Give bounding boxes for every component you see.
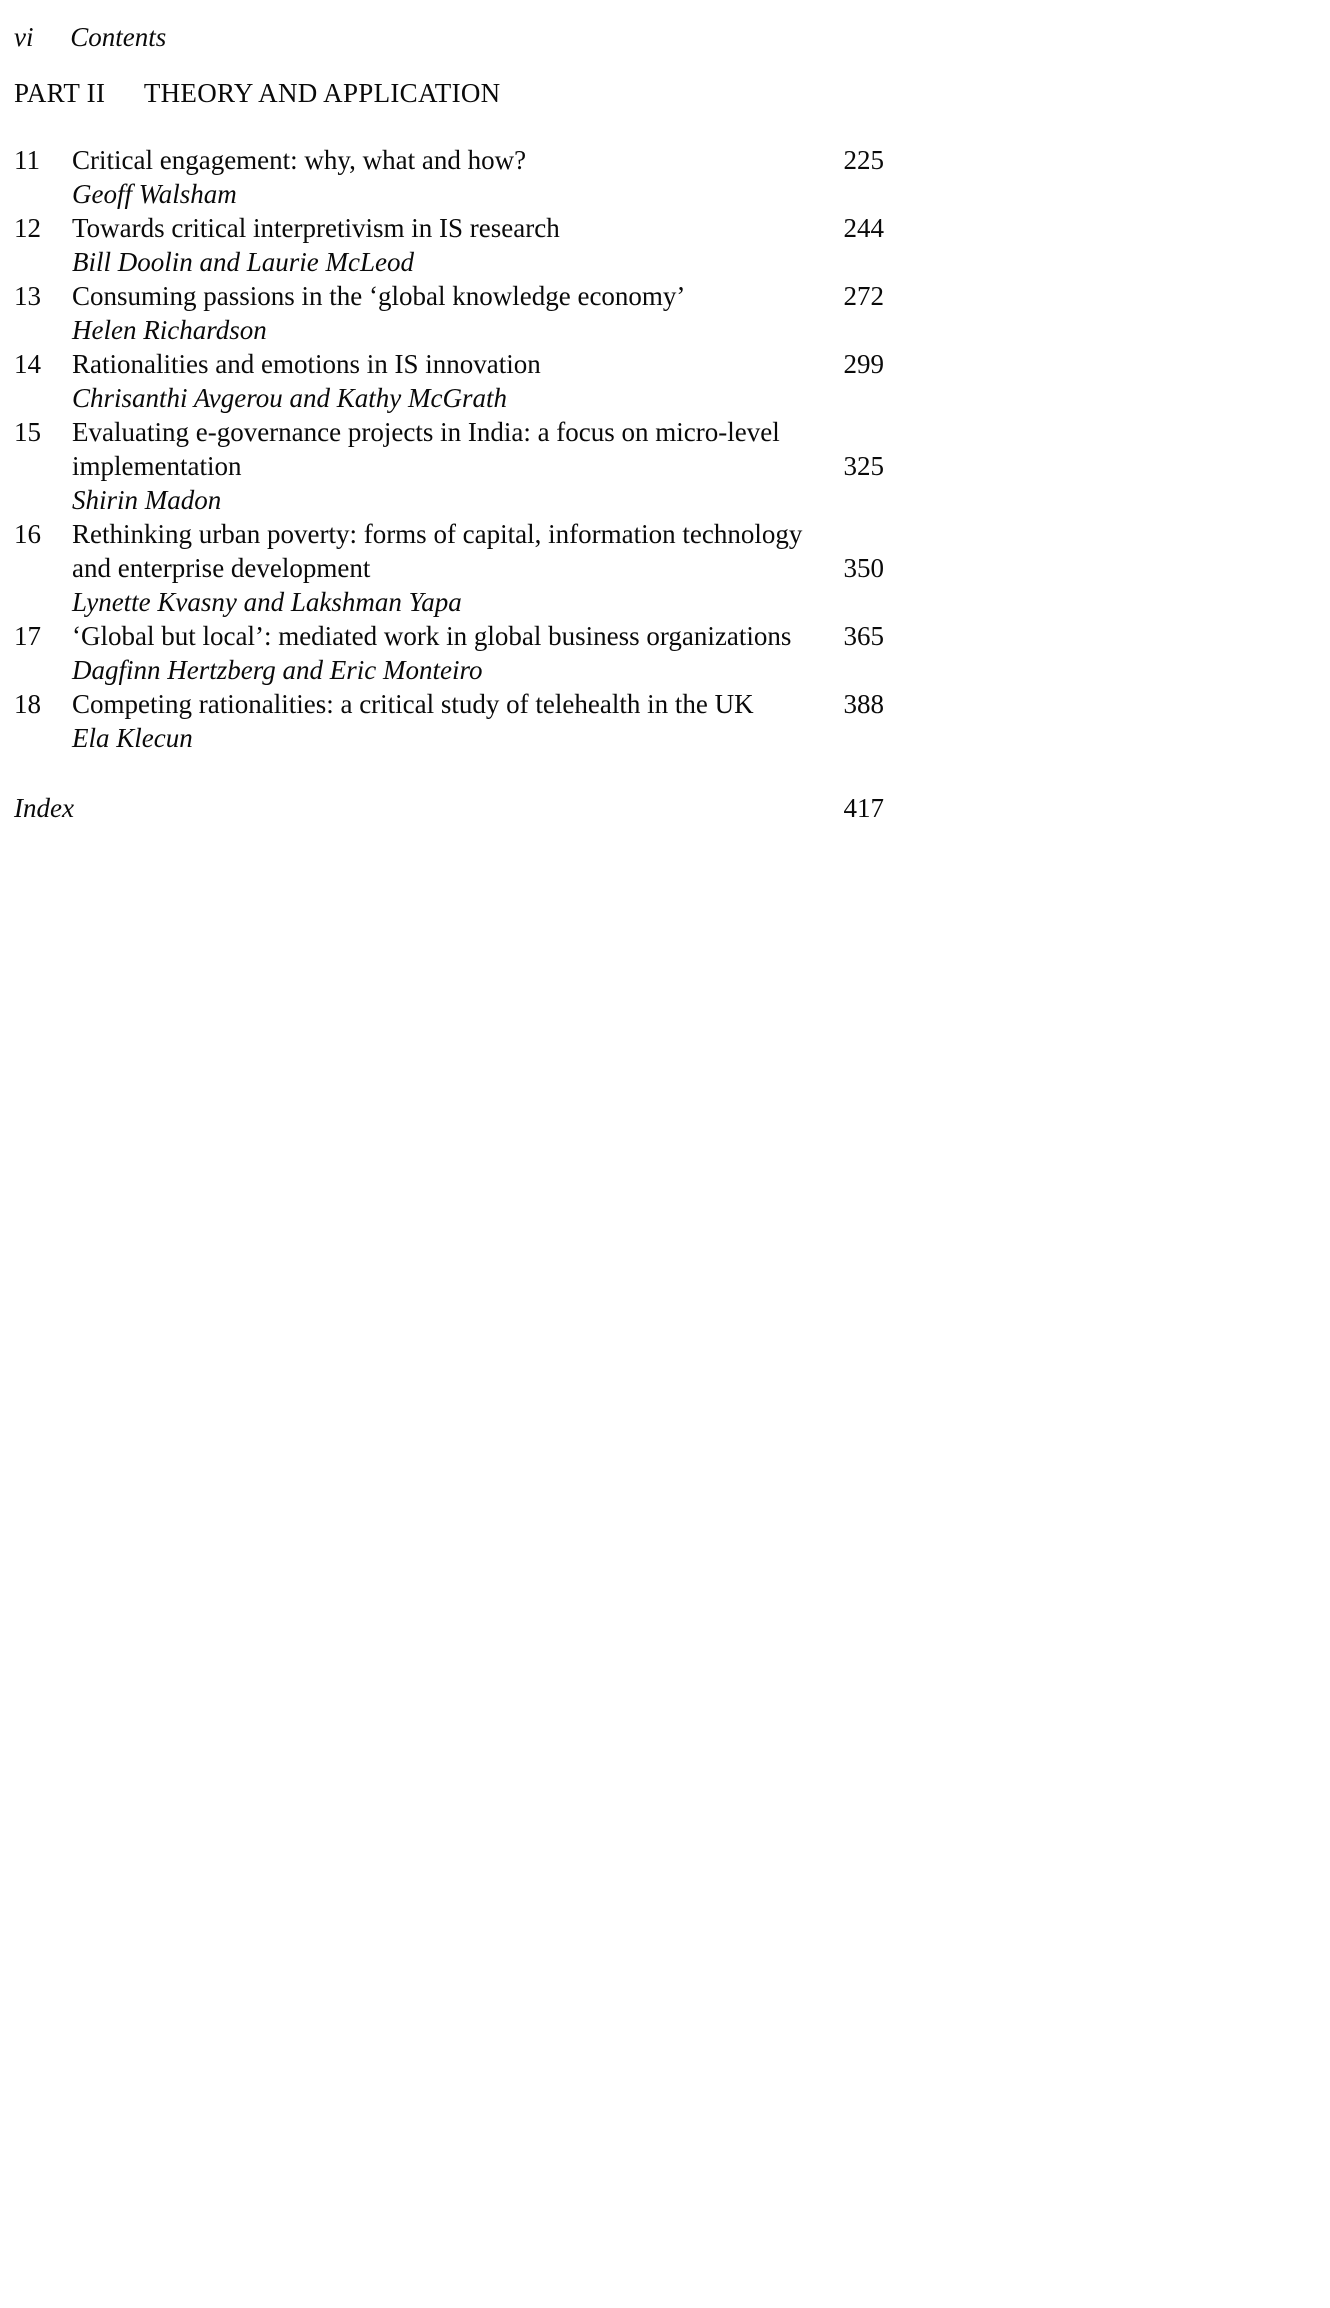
entry-page-number: 325 [843, 451, 884, 481]
entry-title-row [72, 415, 884, 483]
entry-page-number: 388 [843, 689, 884, 719]
index-label: Index [14, 793, 74, 823]
entry-authors: Bill Doolin and Laurie McLeod [72, 247, 414, 277]
page-folio: vi [14, 22, 34, 52]
entry-title-row [72, 347, 884, 381]
entry-number: 16 [14, 519, 41, 549]
entry-page-number: 225 [843, 145, 884, 175]
entry-body [72, 517, 884, 619]
entry-body [72, 143, 884, 211]
entry-title: Rethinking urban poverty: forms of capital, information technology and enterprise development [72, 519, 803, 583]
toc-entry [14, 517, 884, 619]
entry-page-number: 244 [843, 213, 884, 243]
part-heading [14, 76, 884, 110]
entry-number: 17 [14, 621, 41, 651]
index-row [14, 791, 884, 825]
entry-authors: Geoff Walsham [72, 179, 237, 209]
toc-entry [14, 211, 884, 279]
contents-page [0, 0, 884, 825]
entry-authors: Lynette Kvasny and Lakshman Yapa [72, 587, 462, 617]
entry-title-row [72, 211, 884, 245]
entry-body [72, 347, 884, 415]
entry-body [72, 415, 884, 517]
entry-page-number: 365 [843, 621, 884, 651]
entry-body [72, 279, 884, 347]
entry-number: 12 [14, 213, 41, 243]
entry-number: 11 [14, 145, 40, 175]
toc-entries [14, 143, 884, 755]
toc-entry [14, 415, 884, 517]
entry-authors: Dagfinn Hertzberg and Eric Monteiro [72, 655, 483, 685]
entry-page-number: 350 [843, 553, 884, 583]
entry-title: Consuming passions in the ‘global knowledge economy’ [72, 281, 686, 311]
entry-body [72, 687, 884, 755]
entry-number: 15 [14, 417, 41, 447]
part-title: THEORY AND APPLICATION [143, 78, 501, 108]
part-label: PART II [14, 78, 106, 108]
entry-number: 18 [14, 689, 41, 719]
entry-authors: Shirin Madon [72, 485, 222, 515]
toc-entry [14, 619, 884, 687]
entry-title: Evaluating e-governance projects in India: a focus on micro-level implementation [72, 417, 780, 481]
running-header [14, 20, 884, 54]
toc-entry [14, 347, 884, 415]
entry-title: Towards critical interpretivism in IS research [72, 213, 560, 243]
entry-authors: Chrisanthi Avgerou and Kathy McGrath [72, 383, 507, 413]
toc-entry [14, 687, 884, 755]
entry-title: Competing rationalities: a critical study of telehealth in the UK [72, 689, 754, 719]
toc-entry [14, 143, 884, 211]
entry-authors: Ela Klecun [72, 723, 193, 753]
toc-entry [14, 279, 884, 347]
entry-title-row [72, 143, 884, 177]
entry-number: 14 [14, 349, 41, 379]
entry-number: 13 [14, 281, 41, 311]
entry-title-row [72, 517, 884, 585]
entry-title: Critical engagement: why, what and how? [72, 145, 527, 175]
entry-body [72, 211, 884, 279]
index-page-number: 417 [843, 793, 884, 823]
entry-title-row [72, 279, 884, 313]
entry-authors: Helen Richardson [72, 315, 267, 345]
running-header-title: Contents [70, 22, 167, 52]
entry-title-row [72, 687, 884, 721]
entry-body [72, 619, 884, 687]
entry-title: ‘Global but local’: mediated work in global business organizations [72, 621, 792, 651]
entry-title: Rationalities and emotions in IS innovation [72, 349, 541, 379]
entry-page-number: 272 [843, 281, 884, 311]
entry-title-row [72, 619, 884, 653]
entry-page-number: 299 [843, 349, 884, 379]
